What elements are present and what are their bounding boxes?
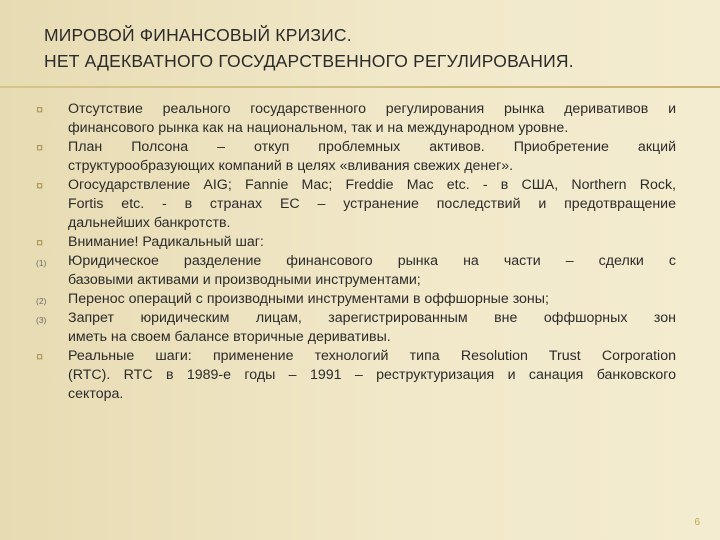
bullet-x-icon: ¤ [36,140,44,155]
page-number: 6 [694,517,700,528]
list-item-line: Юридическое разделение финансового рынка на части – сделки с [68,253,676,269]
list-item [36,290,676,309]
list-item [36,252,676,290]
list-item-line: Реальные шаги: применение технологий типа Resolution Trust Corporation [68,348,676,364]
list-item-line: Перенос операций с производными инструментами в оффшорные зоны; [68,291,549,307]
list-number: (2) [36,296,47,306]
list-item-line: План Полсона – откуп проблемных активов. Приобретение акций [68,139,676,155]
bullet-x-icon: ¤ [36,235,44,250]
title-line-1: МИРОВОЙ ФИНАНСОВЫЙ КРИЗИС. [44,25,352,45]
title-line-2: НЕТ АДЕКВАТНОГО ГОСУДАРСТВЕННОГО РЕГУЛИРОВАНИЯ. [44,51,574,71]
list-number: (1) [36,258,47,268]
bullet-x-icon: ¤ [36,349,44,364]
list-item-line: финансового рынка как на национальном, так и на международном уровне. [68,120,569,136]
list-item [36,138,676,176]
list-item [36,309,676,347]
list-item-line: Огосударствление AIG; Fannie Mac; Freddie Mac etc. - в США, Northern Rock, [68,177,676,193]
slide-title [44,22,684,74]
list-item-line: сектора. [68,386,124,402]
list-number: (3) [36,315,47,325]
list-item-line: Fortis etc. - в странах ЕС – устранение последствий и предотвращение [68,196,676,212]
bullet-x-icon: ¤ [36,178,44,193]
list-item-line: структурообразующих компаний в целях «вливания свежих денег». [68,158,514,174]
title-divider [0,86,720,88]
list-item-line: Отсутствие реального государственного регулирования рынка деривативов и [68,101,676,117]
list-item [36,176,676,233]
list-item-line: Запрет юридическим лицам, зарегистрированным вне оффшорных зон [68,310,676,326]
list-item [36,347,676,404]
list-item-line: Внимание! Радикальный шаг: [68,234,264,250]
list-item [36,100,676,138]
bullet-list [36,100,676,404]
list-item-line: дальнейших банкротств. [68,215,231,231]
list-item-line: (RTC). RTC в 1989-е годы – 1991 – реструктуризация и санация банковского [68,367,676,383]
bullet-x-icon: ¤ [36,102,44,117]
list-item [36,233,676,252]
list-item-line: иметь на своем балансе вторичные деривативы. [68,329,391,345]
list-item-line: базовыми активами и производными инструментами; [68,272,421,288]
